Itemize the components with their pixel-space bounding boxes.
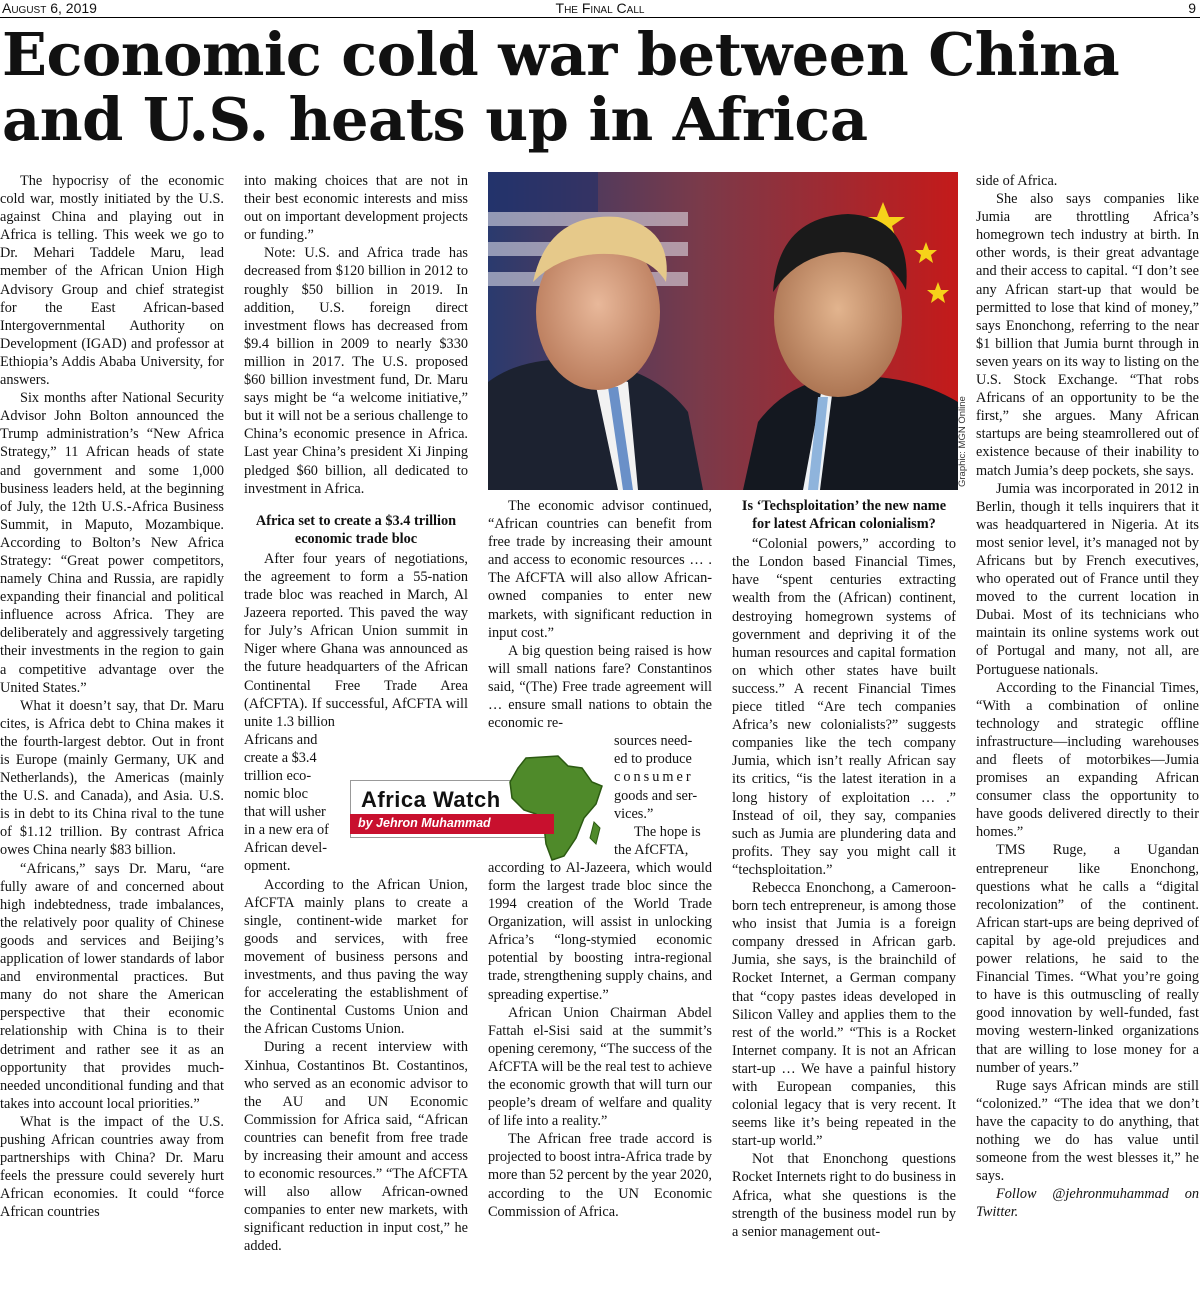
photo-illustration xyxy=(488,172,958,490)
paragraph: according to Al-Jazeera, which would form the largest trade bloc since the 1994 creation of the World Trade Organization, will assist in unlocking Africa’s “long-stymied economic potential by boosting intra-regional trade, strengthening supply chains, and spreading expertise.” xyxy=(488,859,712,1003)
paragraph: Jumia was incorporated in 2012 in Berlin, though it tells inquirers that it was headquartered in Nigeria. At its most senior level, it’s managed not by Africans but by French executives, who operated out of France until they moved to the current location in Dubai. Most of its technicians who maintain its online systems work out of Portugal and many, not all, are Portuguese nationals. xyxy=(976,480,1199,678)
text-line: consumer xyxy=(614,769,694,786)
section-subhead: Is ‘Techsploitation’ the new name for latest African colonialism? xyxy=(741,498,947,533)
leaders-photo xyxy=(488,172,958,490)
paragraph: During a recent interview with Xinhua, Costantinos Bt. Costantinos, who served as an economic advisor to the AU and UN Economic Commission for Africa said, “African countries can benefit from free trade by increasing their amount and access to economic resources.” “The AfCFTA will also allow African-owned companies to enter new markets, with significant reduction in input cost,” he added. xyxy=(244,1039,468,1255)
text-line: vices.” xyxy=(614,805,654,822)
column-2 xyxy=(244,172,468,1256)
publication-name: The Final Call xyxy=(555,0,645,16)
paragraph: African Union Chairman Abdel Fattah el-Sisi said at the summit’s opening ceremony, “The success of the AfCFTA will be the real test to achieve the economic growth that will turn our people’s dream of welfare and quality of life into a reality.” xyxy=(488,1004,712,1130)
article-headline: Economic cold war between China and U.S. heats up in Africa xyxy=(2,20,1120,154)
paragraph: side of Africa. xyxy=(976,173,1058,189)
text-line: the AfCFTA, xyxy=(614,841,689,858)
photo-credit: Graphic: MGN Online xyxy=(957,396,968,487)
page-number: 9 xyxy=(1188,0,1196,16)
column-5 xyxy=(976,172,1199,1221)
logo-title: Africa Watch xyxy=(361,787,501,812)
paragraph: She also says companies like Jumia are throttling Africa’s homegrown tech industry at birth. In other words, is their great advantage and their access to capital. “I don’t see any African start-up that would be permitted to lose that kind of money,” says Enonchong, referring to the near $1 billion that Jumia burnt through in seven years on its way to listing on the U.S. Stock Exchange. “That robs Africans of an opportunity to be the first,” she argues. Many African startups are being steamrollered out of existence because of their inability to match Jumia’s deep pockets, she says. xyxy=(976,191,1199,479)
paragraph: Note: U.S. and Africa trade has decreased from $120 billion in 2012 to roughly $50 billion in 2019. In addition, U.S. foreign direct investment flows has decreased from $9.4 billion in 2009 to nearly $330 million in 2017. The U.S. proposed $60 billion investment fund, Dr. Maru says might be “a welcome initiative,” but it will not be a serious challenge to China’s economic presence in Africa. Last year China’s president Xi Jinping pledged $60 billion, all dedicated to investment in Africa. xyxy=(244,245,468,497)
paragraph: “Colonial powers,” according to the London based Financial Times, have “spent centuries extracting wealth from the (African) continent, destroying homegrown systems of government and depriving it of the human resources and capital formation on which other states have built success.” A recent Financial Times piece titled “Are tech companies Africa’s new colonialists?” suggests companies like the tech company Jumia, which isn’t really African say its critics, “is the latest iteration in a long history of exploitation … .” Instead of oil, they say, companies such as Jumia are plundering data and profits. They say you might call it “techsploitation.” xyxy=(732,536,956,878)
social-follow-line: Follow @jehronmuhammad on Twitter. xyxy=(976,1186,1199,1221)
column-3 xyxy=(488,497,712,1221)
wrapped-lines xyxy=(244,731,344,876)
paragraph: The African free trade accord is projected to boost intra-Africa trade by more than 52 percent by the year 2020, according to the UN Economic Commission of Africa. xyxy=(488,1131,712,1220)
text-line: that will usher xyxy=(244,804,326,821)
column-4 xyxy=(732,497,956,1241)
paragraph: A big question being raised is how will small nations fare? Constantinos said, “(The) Free trade agreement will … ensure small nations to obtain the economic re- xyxy=(488,642,712,732)
page-folio xyxy=(0,0,1200,16)
text-line: African devel- xyxy=(244,840,327,857)
paragraph: Not that Enonchong questions Rocket Internets right to do business in Africa, what she questions is the strength of the business model run by a senior management out- xyxy=(732,1151,956,1240)
text-line: create a $3.4 xyxy=(244,749,317,766)
paragraph: What is the impact of the U.S. pushing African countries away from partnerships with China? Dr. Maru feels the pressure could severely hurt African economies. It could “force African countries xyxy=(0,1113,224,1221)
text-line: nomic bloc xyxy=(244,786,308,803)
paragraph: Six months after National Security Advisor John Bolton announced the Trump administration’s “New Africa Strategy,” 11 African heads of state and government and some 1,000 business leaders held, at the beginning of July, the 12th U.S.-Africa Business Summit, in Maputo, Mozambique. According to Bolton’s New Africa Strategy: “Great power competitors, namely China and Russia, are rapidly expanding their financial and political influence across Africa. They are deliberately and aggressively targeting their investments in the region to gain a competitive advantage over the United States.” xyxy=(0,390,224,696)
text-line: Africans and xyxy=(244,731,318,748)
paragraph: According to the Financial Times, “With a combination of online technology and strategic offline infrastructure—including warehouses and fleets of motorbikes—Jumia promises an expanding African consumer class the opportunity to have goods delivered directly to their homes.” xyxy=(976,679,1199,841)
text-line: in a new era of xyxy=(244,822,329,839)
paragraph: Rebecca Enonchong, a Cameroon-born tech entrepreneur, is among those who insist that Jumia is a foreign company dressed in African garb. Jumia, she says, is the brainchild of Rocket Internet, a German company that “copy pastes ideas developed in Silicon Valley and applies them to the rest of the world.” “This is a Rocket Internet company. It is not an African start-up … We have a painful history with European companies, this colonial legacy that is very recent. It seems like it’s being repeated in the start-up world.” xyxy=(732,879,956,1150)
paragraph: After four years of negotiations, the agreement to form a 55-nation trade bloc was reached in March, Al Jazeera reported. This paved the way for July’s African Union summit in Niger where Ghana was announced as the future headquarters of the African Continental Free Trade Area (AfCFTA). If successful, AfCFTA will unite 1.3 billion xyxy=(244,550,468,730)
section-subhead: Africa set to create a $3.4 trillion economic trade bloc xyxy=(255,512,457,547)
folio-rule xyxy=(0,17,1200,18)
paragraph: TMS Ruge, a Ugandan entrepreneur like Enonchong, questions what he calls a “digital recolonization” of the continent. African start-ups are being deprived of capital by age-old prejudices and power relations, he said to the Financial Times. “What you’re going to have is this outmuscling of really good innovation by well-funded, fast moving western-linked organizations that are willing to lose money for a number of years.” xyxy=(976,842,1199,1076)
wrapped-lines xyxy=(614,732,712,859)
logo-byline: by Jehron Muhammad xyxy=(358,816,491,830)
issue-date: August 6, 2019 xyxy=(2,0,97,16)
paragraph: The economic advisor continued, “African countries can benefit from free trade by increasing their amount and access to economic resources … . The AfCFTA will also allow African-owned companies to enter new markets, with significant reduction in input cost.” xyxy=(488,498,712,641)
column-1 xyxy=(0,172,224,1221)
text-line: sources need- xyxy=(614,733,693,750)
paragraph: Ruge says African minds are still “colonized.” “The idea that we don’t have the capacity to do anything, that nothing we do has value until someone from the west blesses it,” he says. xyxy=(976,1077,1199,1185)
paragraph: What it doesn’t say, that Dr. Maru cites, is Africa debt to China makes it the fourth-largest debtor. Out in front is Europe (mainly Germany, UK and Netherlands), the Americas (mainly the U.S. and Canada), and Asia. U.S. is in debt to its China rival to the tune of $1.12 trillion. By contrast Africa owes China nearly $83 billion. xyxy=(0,697,224,859)
paragraph: According to the African Union, AfCFTA mainly plans to create a single, continent-wide market for goods and services, with free movement of business persons and investments, and thus paving the way for accelerating the establishment of the Continental Customs Union and the African Customs Union. xyxy=(244,876,468,1038)
text-line: opment. xyxy=(244,858,291,875)
text-line: ed to produce xyxy=(614,751,692,768)
paragraph: into making choices that are not in their best economic interests and miss out on important development projects or funding.” xyxy=(244,173,468,244)
paragraph: “Africans,” says Dr. Maru, “are fully aware of and concerned about high indebtedness, trade imbalances, the relatively poor quality of Chinese goods and services and Beijing’s application of lower standards of labor and environmental practices. But many do not share the American perspective that their economic relationship with China is to their detriment and rather see it as an opportunity that provides much-needed unconditional funding and that takes into account local priorities.” xyxy=(0,860,224,1112)
paragraph: The hypocrisy of the economic cold war, mostly initiated by the U.S. against China and playing out in Africa is telling. This week we go to Dr. Mehari Taddele Maru, lead member of the African Union High Advisory Group and chief strategist for the East African-based Intergovernmental Authority on Development (IGAD) and professor at Ethiopia’s Addis Ababa University, for answers. xyxy=(0,173,224,389)
text-line: trillion eco- xyxy=(244,768,312,784)
text-line: The hope is xyxy=(634,823,701,840)
text-line: goods and ser- xyxy=(614,787,698,804)
